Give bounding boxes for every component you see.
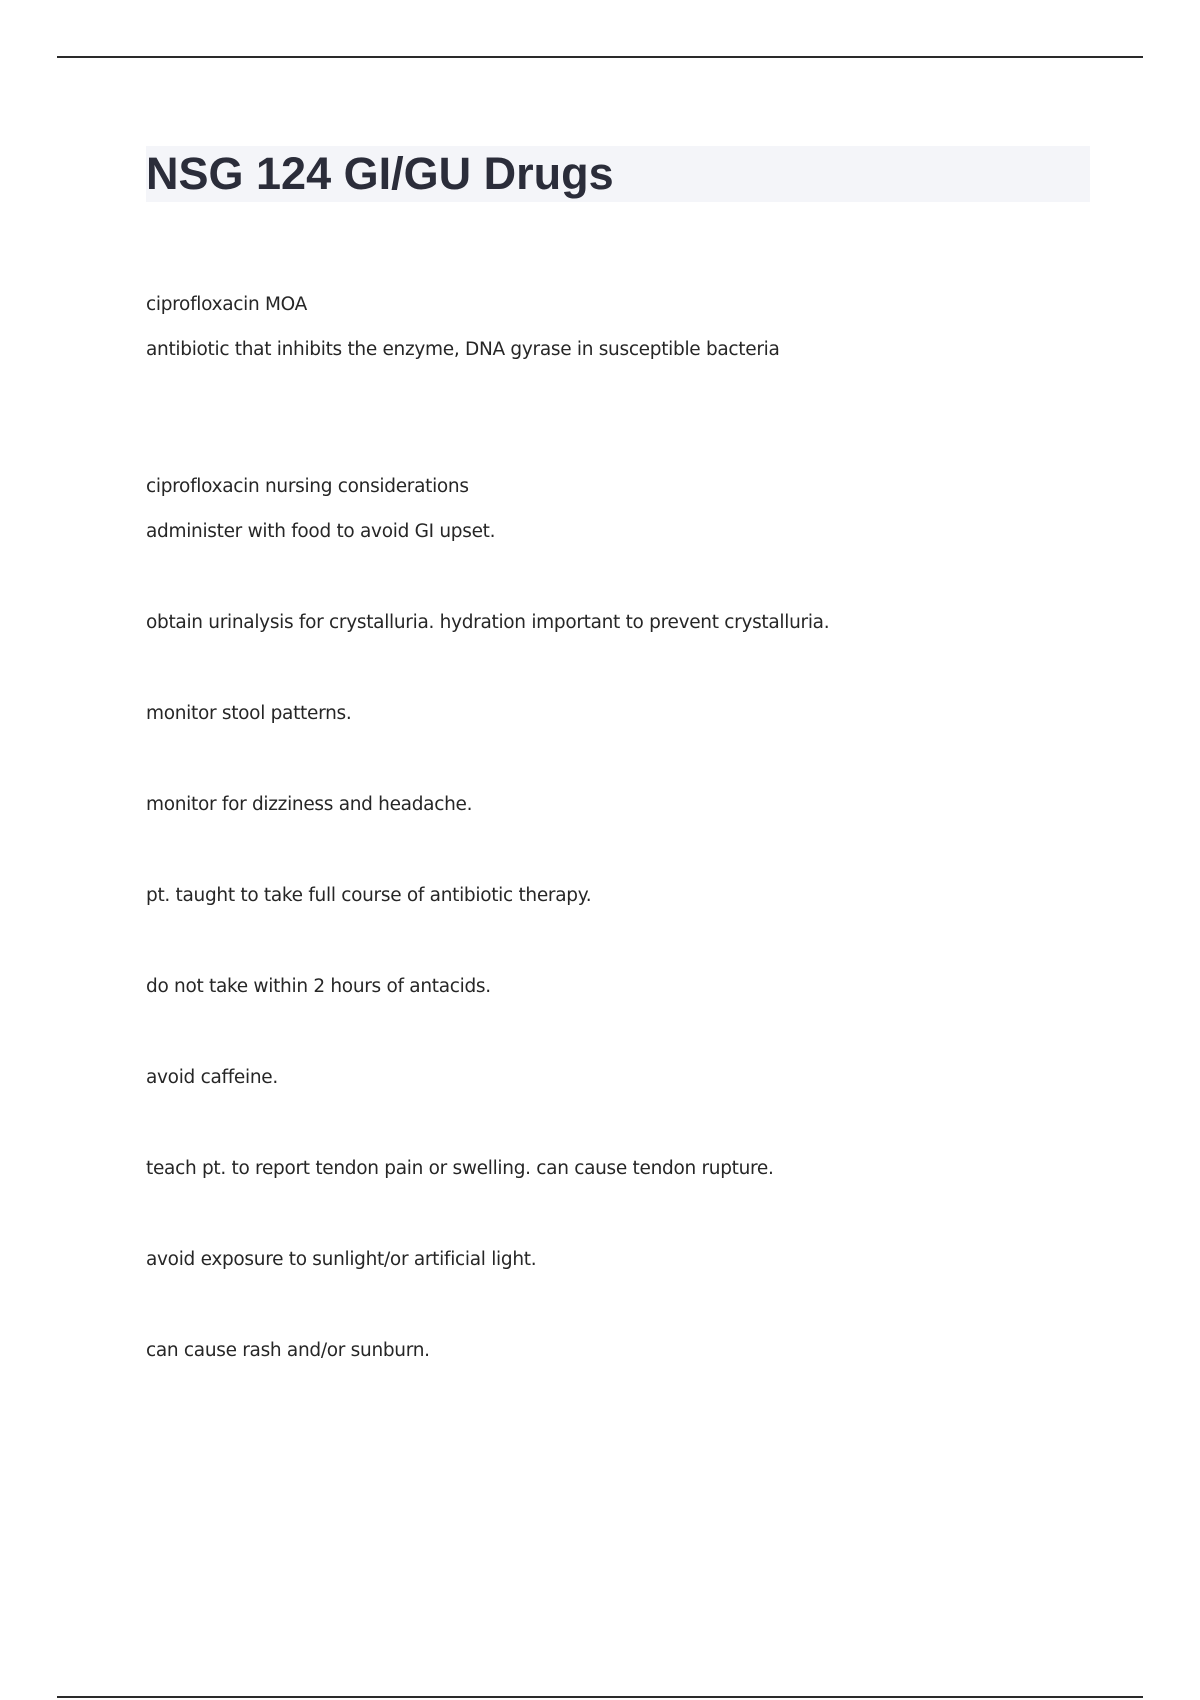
- card-1-term: ciprofloxacin MOA: [146, 294, 307, 315]
- card-2-definition-line-10: can cause rash and/or sunburn.: [146, 1340, 430, 1361]
- card-2-definition-line-6: do not take within 2 hours of antacids.: [146, 976, 491, 997]
- card-2-definition-line-3: monitor stool patterns.: [146, 703, 352, 724]
- card-2-definition-line-8: teach pt. to report tendon pain or swelling. can cause tendon rupture.: [146, 1158, 774, 1179]
- document-title: NSG 124 GI/GU Drugs: [146, 148, 614, 199]
- card-2-definition-line-5: pt. taught to take full course of antibiotic therapy.: [146, 885, 592, 906]
- card-1-definition-line-1: antibiotic that inhibits the enzyme, DNA gyrase in susceptible bacteria: [146, 339, 780, 360]
- card-2-definition-line-7: avoid caffeine.: [146, 1067, 278, 1088]
- card-2-definition-line-4: monitor for dizziness and headache.: [146, 794, 473, 815]
- card-2-definition-line-9: avoid exposure to sunlight/or artificial light.: [146, 1249, 537, 1270]
- top-rule: [57, 56, 1143, 58]
- card-2-definition-line-2: obtain urinalysis for crystalluria. hydration important to prevent crystalluria.: [146, 612, 830, 633]
- card-2-definition-line-1: administer with food to avoid GI upset.: [146, 521, 496, 542]
- bottom-rule: [57, 1696, 1143, 1698]
- card-2-term: ciprofloxacin nursing considerations: [146, 476, 469, 497]
